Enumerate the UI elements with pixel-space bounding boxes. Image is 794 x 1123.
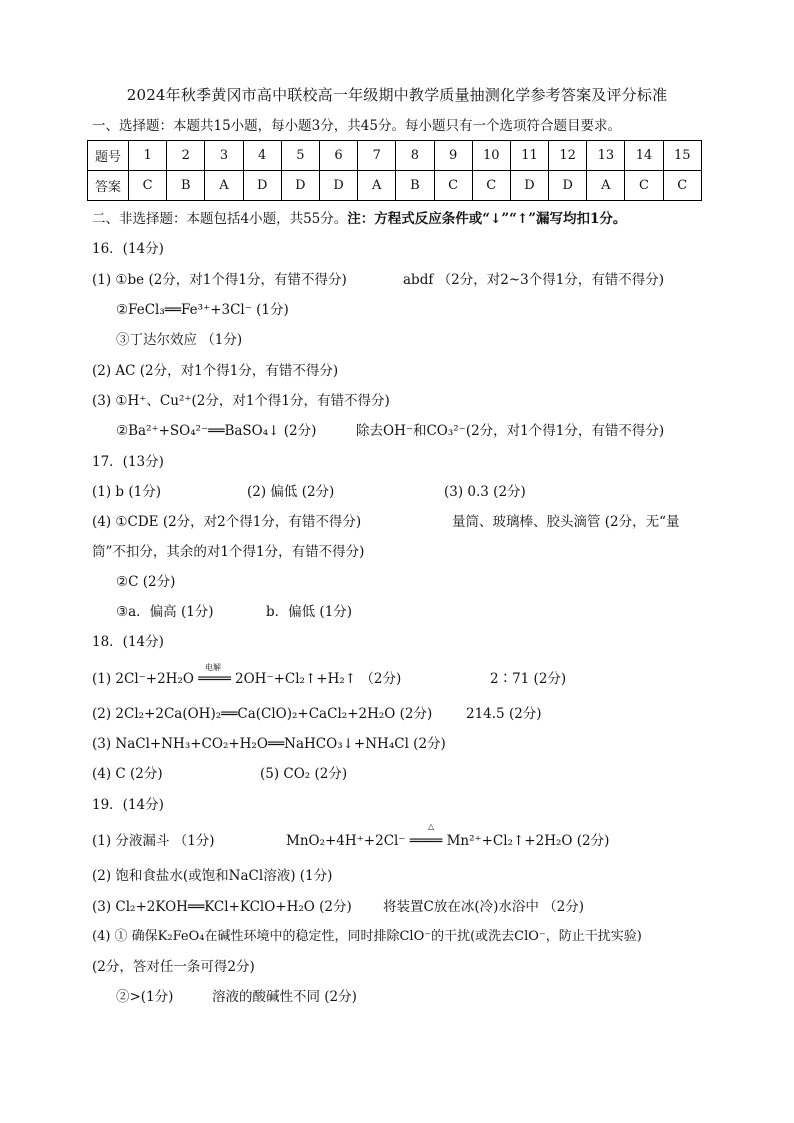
q18-line3: (3) NaCl+NH₃+CO₂+H₂O══NaHCO₃↓+NH₄Cl (2分) <box>92 736 446 752</box>
q19-line1b: MnO₂+4H⁺+2Cl⁻ ════ Mn²⁺+Cl₂↑+2H₂O (2分) <box>286 833 610 849</box>
table-cell: C <box>663 171 701 201</box>
table-cell: 13 <box>587 141 625 171</box>
q18-line4a: (4) C (2分) <box>92 766 163 782</box>
table-cell: A <box>587 171 625 201</box>
table-cell: 8 <box>396 141 434 171</box>
table-cell: B <box>167 171 205 201</box>
q18-line4b: (5) CO₂ (2分) <box>260 766 348 782</box>
table-cell: C <box>625 171 663 201</box>
page-title: 2024年秋季黄冈市高中联校高一年级期中教学质量抽测化学参考答案及评分标准 <box>126 86 668 104</box>
q19-line5: (2分，答对任一条可得2分) <box>92 959 255 975</box>
table-cell: 7 <box>358 141 396 171</box>
q18-line2b: 214.5 (2分) <box>466 706 542 722</box>
table-cell: 15 <box>663 141 701 171</box>
table-row-answers <box>88 171 702 201</box>
q19-line3a: (3) Cl₂+2KOH══KCl+KClO+H₂O (2分) <box>92 899 352 915</box>
table-cell: B <box>396 171 434 201</box>
table-header-answer: 答案 <box>88 171 129 201</box>
q17-line3: 筒”不扣分，其余的对1个得1分，有错不得分) <box>92 544 365 560</box>
q17-line2b: 量筒、玻璃棒、胶头滴管 (2分，无“量 <box>452 514 680 530</box>
table-cell: 12 <box>549 141 587 171</box>
q16-line1a: (1) ①be (2分，对1个得1分，有错不得分) <box>92 272 347 288</box>
q17-header: 17．(13分) <box>92 454 164 470</box>
q18-line1a: (1) 2Cl⁻+2H₂O ════ 2OH⁻+Cl₂↑+H₂↑ （2分) <box>92 671 402 687</box>
q19-line6a: ②>(1分) <box>116 989 174 1005</box>
q16-line6b: 除去OH⁻和CO₃²⁻(2分，对1个得1分，有错不得分) <box>356 423 665 439</box>
table-cell: 11 <box>510 141 548 171</box>
answer-table <box>87 140 702 201</box>
table-row-numbers <box>88 141 702 171</box>
q17-line1c: (3) 0.3 (2分) <box>444 484 526 500</box>
q19-header: 19．(14分) <box>92 797 164 813</box>
section2-heading <box>92 210 626 228</box>
table-cell: 10 <box>472 141 510 171</box>
q18-condition: 电解 <box>205 663 221 672</box>
q17-line1a: (1) b (1分) <box>92 484 161 500</box>
table-cell: D <box>281 171 319 201</box>
q16-line4: (2) AC (2分，对1个得1分，有错不得分) <box>92 363 339 379</box>
table-cell: 2 <box>167 141 205 171</box>
table-cell: C <box>434 171 472 201</box>
q17-line5b: b．偏低 (1分) <box>266 604 353 620</box>
q19-line1a: (1) 分液漏斗 （1分) <box>92 833 215 849</box>
table-cell: 3 <box>205 141 243 171</box>
table-cell: A <box>358 171 396 201</box>
table-cell: C <box>472 171 510 201</box>
table-cell: D <box>549 171 587 201</box>
q16-header: 16．(14分) <box>92 241 164 257</box>
q19-condition: △ <box>428 822 435 831</box>
q16-line5: (3) ①H⁺、Cu²⁺(2分，对1个得1分，有错不得分) <box>92 393 390 409</box>
q16-line3: ③丁达尔效应 （1分) <box>116 332 243 348</box>
q18-line1b: 2∶71 (2分) <box>490 671 567 687</box>
q19-line4: (4) ① 确保K₂FeO₄在碱性环境中的稳定性，同时排除ClO⁻的干扰(或洗去ClO⁻，防止干扰实验) <box>92 929 642 944</box>
table-cell: C <box>129 171 167 201</box>
table-cell: 4 <box>243 141 281 171</box>
section2-text: 二、非选择题：本题包括4小题，共55分。 <box>92 211 348 227</box>
table-cell: A <box>205 171 243 201</box>
table-header-number: 题号 <box>88 141 129 171</box>
q18-line2a: (2) 2Cl₂+2Ca(OH)₂══Ca(ClO)₂+CaCl₂+2H₂O (2分) <box>92 706 433 722</box>
q17-line2a: (4) ①CDE (2分，对2个得1分，有错不得分) <box>92 514 362 530</box>
table-cell: 9 <box>434 141 472 171</box>
table-cell: D <box>510 171 548 201</box>
table-cell: 6 <box>319 141 357 171</box>
section1-heading: 一、选择题：本题共15小题，每小题3分，共45分。每小题只有一个选项符合题目要求。 <box>92 118 621 134</box>
q17-line4: ②C (2分) <box>116 574 176 590</box>
q17-line5a: ③a．偏高 (1分) <box>116 604 214 620</box>
table-cell: 14 <box>625 141 663 171</box>
q17-line1b: (2) 偏低 (2分) <box>247 484 335 500</box>
table-cell: D <box>319 171 357 201</box>
table-cell: 1 <box>129 141 167 171</box>
q16-line6a: ②Ba²⁺+SO₄²⁻══BaSO₄↓ (2分) <box>116 423 317 439</box>
q16-line1b: abdf （2分，对2~3个得1分，有错不得分) <box>403 272 665 288</box>
q19-line2: (2) 饱和食盐水(或饱和NaCl溶液) (1分) <box>92 868 333 884</box>
q18-header: 18．(14分) <box>92 634 164 650</box>
section2-note: 注：方程式反应条件或“↓”“↑”漏写均扣1分。 <box>347 211 627 227</box>
q19-line3b: 将装置C放在冰(冷)水浴中 （2分) <box>383 899 585 915</box>
table-cell: 5 <box>281 141 319 171</box>
q19-line6b: 溶液的酸碱性不同 (2分) <box>212 989 357 1005</box>
q16-line2: ②FeCl₃══Fe³⁺+3Cl⁻ (1分) <box>116 302 289 318</box>
table-cell: D <box>243 171 281 201</box>
